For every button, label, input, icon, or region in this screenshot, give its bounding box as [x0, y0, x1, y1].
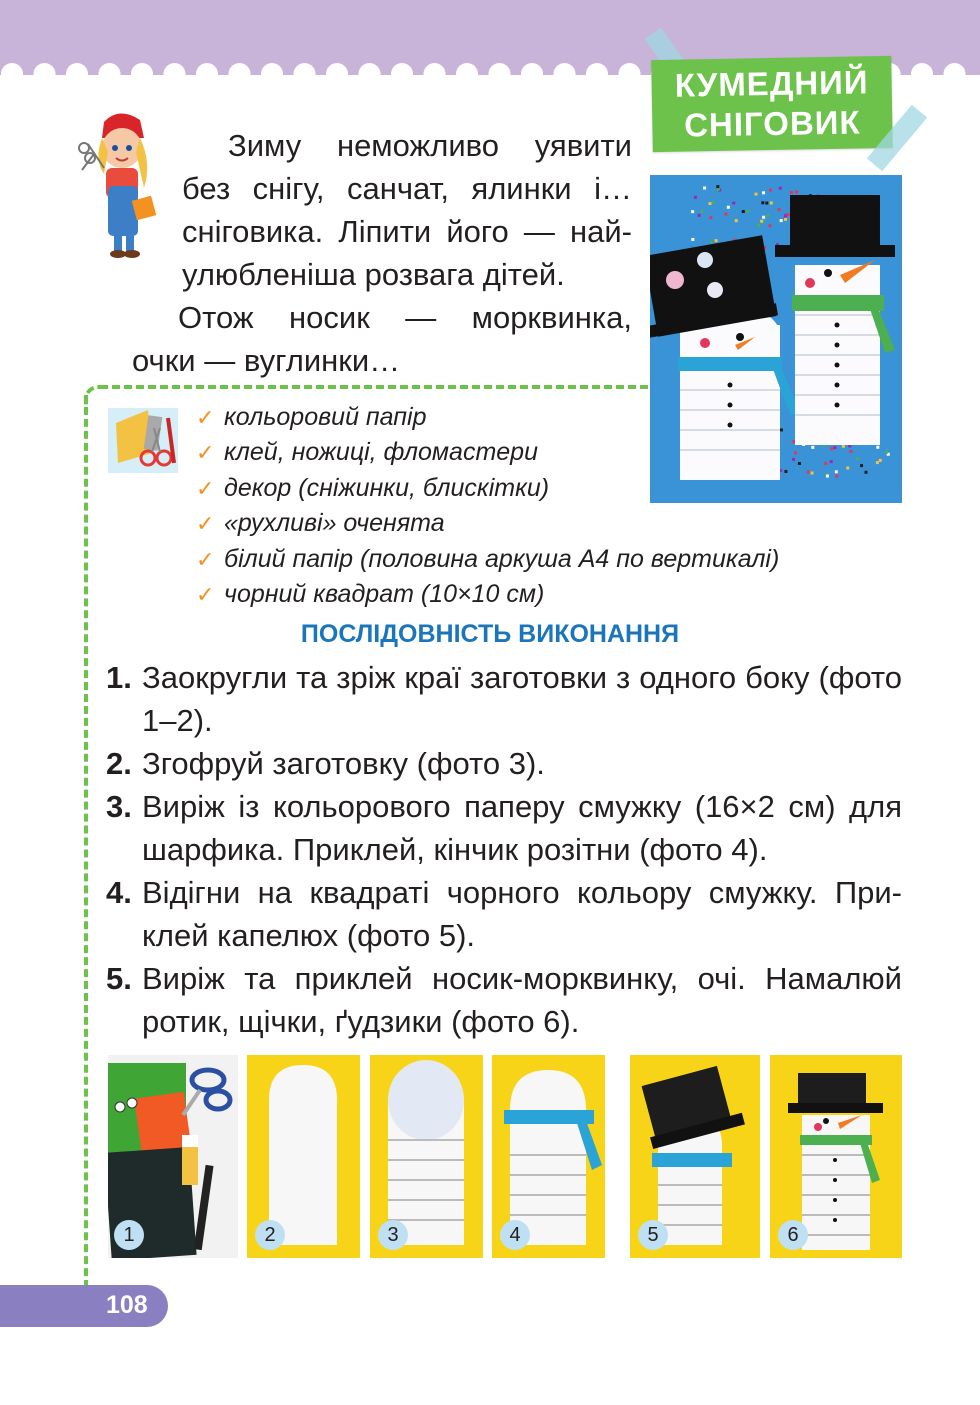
- confetti-dot: [824, 462, 827, 465]
- decor-dot: [196, 63, 218, 85]
- decor-dot: [391, 63, 413, 85]
- confetti-dot: [835, 470, 838, 473]
- intro-line: сніговика. Ліпити його — най-: [182, 214, 632, 249]
- decor-dot: [489, 63, 511, 85]
- confetti-dot: [879, 459, 882, 462]
- decor-dot: [911, 63, 933, 85]
- check-icon: ✓: [196, 511, 215, 537]
- confetti-dot: [691, 210, 694, 213]
- step-text: Заокругли та зріж краї заготовки з одного боку (фото 1–2).: [142, 660, 902, 738]
- confetti-dot: [691, 238, 694, 241]
- materials-list: [196, 400, 779, 612]
- confetti-dot: [792, 440, 795, 443]
- confetti-dot: [735, 219, 738, 222]
- tools-icon: [108, 408, 178, 473]
- decor-dot: [456, 63, 478, 85]
- photo-number-badge: 1: [114, 1220, 144, 1250]
- intro-line: без снігу, санчат, ялинки і…: [182, 171, 632, 206]
- decor-dot: [261, 63, 283, 85]
- intro-line: Зиму неможливо уявити: [228, 128, 632, 163]
- step-number: 3.: [106, 789, 132, 824]
- confetti-dot: [835, 474, 838, 477]
- confetti-dot: [762, 191, 765, 194]
- step-text: Відігни на квадраті чорного кольору смужку. При-клей капелюх (фото 5).: [142, 875, 902, 953]
- step-number: 1.: [106, 660, 132, 695]
- check-icon: ✓: [196, 440, 215, 466]
- photo-number-badge: 3: [378, 1220, 408, 1250]
- confetti-dot: [811, 472, 814, 475]
- intro-paragraph-2: [132, 296, 632, 382]
- material-text: клей, ножиці, фломастери: [224, 438, 538, 467]
- confetti-dot: [761, 201, 764, 204]
- confetti-dot: [798, 462, 801, 465]
- step-photo-3: [370, 1055, 483, 1258]
- photo-number-badge: 6: [778, 1220, 808, 1250]
- step-text: Виріж із кольорового паперу смужку (16×2 см) для шарфика. Приклей, кінчик розітни (фото 4).: [142, 789, 902, 867]
- intro-text: [132, 124, 632, 382]
- confetti-dot: [860, 464, 863, 467]
- decor-dot: [34, 63, 56, 85]
- confetti-dot: [732, 202, 735, 205]
- confetti-dot: [876, 461, 879, 464]
- step-item: [106, 742, 902, 785]
- step-number: 2.: [106, 746, 132, 781]
- confetti-dot: [784, 218, 787, 221]
- confetti-dot: [746, 210, 749, 213]
- step-number: 4.: [106, 875, 132, 910]
- decor-dot: [99, 63, 121, 85]
- confetti-dot: [830, 460, 833, 463]
- steps-list: [106, 656, 902, 1043]
- material-text: білий папір (половина аркуша А4 по вертикалі): [224, 544, 780, 573]
- confetti-dot: [780, 428, 783, 431]
- confetti-dot: [716, 185, 719, 188]
- decor-dot: [66, 63, 88, 85]
- material-item: [196, 542, 779, 577]
- confetti-dot: [864, 471, 867, 474]
- confetti-dot: [769, 189, 772, 192]
- step-photo-2: [247, 1055, 360, 1258]
- confetti-dot: [848, 445, 851, 448]
- confetti-dot: [710, 241, 713, 244]
- confetti-dot: [708, 202, 711, 205]
- step-text: Виріж та приклей носик-морквинку, очі. Намалюй ротик, щічки, ґудзики (фото 6).: [142, 961, 902, 1039]
- confetti-dot: [715, 239, 718, 242]
- step-item: [106, 871, 902, 957]
- photo-number-badge: 2: [255, 1220, 285, 1250]
- decor-dot: [1, 63, 23, 85]
- confetti-dot: [762, 216, 765, 219]
- confetti-dot: [724, 213, 727, 216]
- confetti-dot: [760, 220, 763, 223]
- confetti-dot: [856, 457, 859, 460]
- confetti-dot: [811, 446, 814, 449]
- intro-line: очки — вуглинки…: [132, 343, 401, 378]
- step-photo-1: [108, 1055, 238, 1258]
- confetti-dot: [849, 450, 852, 453]
- confetti-dot: [768, 224, 771, 227]
- material-text: декор (сніжинки, блискітки): [224, 473, 550, 502]
- step-text: Згофруй заготовку (фото 3).: [142, 746, 545, 781]
- confetti-dot: [703, 186, 706, 189]
- confetti-dot: [784, 470, 787, 473]
- confetti-dot: [790, 191, 793, 194]
- decor-dot: [359, 63, 381, 85]
- confetti-dot: [694, 196, 697, 199]
- intro-paragraph-1: [132, 124, 632, 296]
- confetti-dot: [842, 445, 845, 448]
- check-icon: ✓: [196, 546, 215, 572]
- decor-dot: [294, 63, 316, 85]
- confetti-dot: [807, 470, 810, 473]
- decor-dot: [521, 63, 543, 85]
- material-text: чорний квадрат (10×10 см): [224, 580, 545, 609]
- step-item: [106, 957, 902, 1043]
- material-item: [196, 435, 779, 470]
- confetti-dot: [778, 208, 781, 211]
- dashed-frame-left: [84, 395, 88, 1300]
- confetti-dot: [885, 451, 888, 454]
- confetti-dot: [833, 446, 836, 449]
- check-icon: ✓: [196, 475, 215, 501]
- confetti-dot: [709, 216, 712, 219]
- confetti-dot: [830, 447, 833, 450]
- confetti-dot: [700, 210, 703, 213]
- confetti-dot: [755, 193, 758, 196]
- step-photo-6: [770, 1055, 902, 1258]
- decor-dot: [164, 63, 186, 85]
- decor-dot: [229, 63, 251, 85]
- decor-dot: [424, 63, 446, 85]
- confetti-dot: [765, 202, 768, 205]
- photo-number-badge: 5: [638, 1220, 668, 1250]
- step-number: 5.: [106, 961, 132, 996]
- check-icon: ✓: [196, 582, 215, 608]
- material-text: «рухливі» оченята: [224, 509, 445, 538]
- material-item: [196, 577, 779, 612]
- confetti-dot: [795, 190, 798, 193]
- confetti-dot: [792, 458, 795, 461]
- step-photos: [108, 1055, 902, 1258]
- decor-dot: [586, 63, 608, 85]
- confetti-dot: [698, 214, 701, 217]
- sequence-heading: ПОСЛІДОВНІСТЬ ВИКОНАННЯ: [300, 620, 680, 648]
- confetti-dot: [766, 214, 769, 217]
- decor-dot: [326, 63, 348, 85]
- step-photo-4: [492, 1055, 605, 1258]
- confetti-dot: [742, 210, 745, 213]
- title-box: [651, 56, 893, 152]
- intro-line: улюбленіша розвага дітей.: [182, 257, 565, 292]
- material-item: [196, 471, 779, 506]
- material-item: [196, 506, 779, 541]
- step-item: [106, 785, 902, 871]
- step-photo-5: [630, 1055, 760, 1258]
- confetti-dot: [780, 219, 783, 222]
- confetti-dot: [826, 475, 829, 478]
- decor-dot: [619, 63, 641, 85]
- confetti-dot: [717, 188, 720, 191]
- confetti-dot: [876, 446, 879, 449]
- confetti-dot: [786, 213, 789, 216]
- material-text: кольоровий папір: [224, 403, 427, 431]
- title-line-1: КУМЕДНИЙ: [674, 63, 869, 104]
- intro-line: Отож носик — морквинка,: [178, 300, 632, 335]
- page-number: 108: [106, 1291, 148, 1319]
- check-icon: ✓: [196, 405, 215, 430]
- confetti-dot: [770, 201, 773, 204]
- confetti-dot: [794, 451, 797, 454]
- photo-number-badge: 4: [500, 1220, 530, 1250]
- confetti-dot: [757, 224, 760, 227]
- confetti-dot: [846, 466, 849, 469]
- material-item: [196, 400, 779, 435]
- step-item: [106, 656, 902, 742]
- confetti-dot: [779, 187, 782, 190]
- decor-dot: [944, 63, 966, 85]
- dashed-frame-top: [100, 385, 648, 389]
- decor-dot: [131, 63, 153, 85]
- title-line-2: СНІГОВИК: [683, 103, 861, 144]
- decor-dot: [554, 63, 576, 85]
- confetti-dot: [727, 206, 730, 209]
- confetti-dot: [712, 201, 715, 204]
